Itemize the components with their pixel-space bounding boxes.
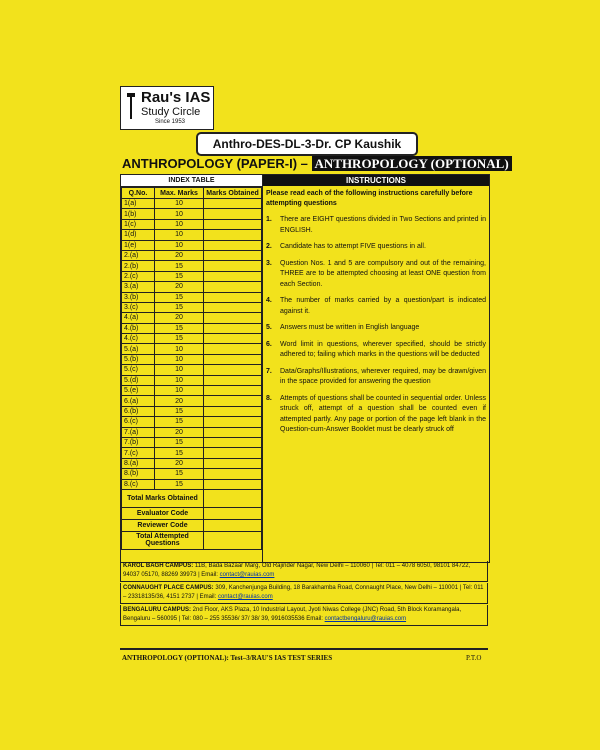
instruction-item (266, 340, 486, 361)
col-max-marks: Max. Marks (155, 188, 204, 199)
instruction-text: Word limit in questions, wherever specified, should be strictly adhered to; failing which marks in the questions will be deducted (280, 340, 486, 358)
rau-ias-logo (120, 86, 214, 130)
table-row (122, 344, 262, 354)
max-marks-cell: 10 (155, 375, 204, 385)
campus-address (120, 561, 488, 582)
instruction-text: Candidate has to attempt FIVE questions in all. (280, 243, 426, 250)
table-row (122, 271, 262, 281)
max-marks-cell: 15 (155, 406, 204, 416)
max-marks-cell: 15 (155, 334, 204, 344)
question-number-cell: 4.(b) (122, 323, 155, 333)
marks-obtained-cell[interactable] (204, 365, 262, 375)
marks-obtained-cell[interactable] (204, 386, 262, 396)
max-marks-cell: 10 (155, 199, 204, 209)
summary-value-cell[interactable] (204, 507, 262, 519)
summary-row (122, 531, 262, 549)
max-marks-cell: 10 (155, 209, 204, 219)
marks-obtained-cell[interactable] (204, 334, 262, 344)
instruction-item (266, 296, 486, 317)
table-row (122, 230, 262, 240)
max-marks-cell: 15 (155, 417, 204, 427)
instruction-text: Answers must be written in English language (280, 324, 420, 331)
footer-divider (120, 648, 488, 650)
summary-value-cell[interactable] (204, 519, 262, 531)
question-number-cell: 2.(b) (122, 261, 155, 271)
table-row (122, 396, 262, 406)
max-marks-cell: 15 (155, 437, 204, 447)
question-number-cell: 5.(e) (122, 386, 155, 396)
table-row (122, 199, 262, 209)
table-row (122, 323, 262, 333)
max-marks-cell: 10 (155, 365, 204, 375)
question-number-cell: 1(c) (122, 219, 155, 229)
summary-label: Evaluator Code (122, 507, 204, 519)
index-table-body (122, 199, 262, 550)
question-number-cell: 1(b) (122, 209, 155, 219)
col-marks-obtained: Marks Obtained (204, 188, 262, 199)
instruction-item (266, 259, 486, 291)
question-number-cell: 1(a) (122, 199, 155, 209)
table-row (122, 448, 262, 458)
summary-label: Total Attempted Questions (122, 531, 204, 549)
paper-title-plain: ANTHROPOLOGY (PAPER-I) – (122, 156, 308, 171)
instruction-number: 8. (266, 394, 272, 402)
question-number-cell: 2.(a) (122, 250, 155, 260)
table-row (122, 209, 262, 219)
question-number-cell: 5.(b) (122, 354, 155, 364)
question-number-cell: 5.(a) (122, 344, 155, 354)
marks-obtained-cell[interactable] (204, 240, 262, 250)
question-number-cell: 2.(c) (122, 271, 155, 281)
marks-obtained-cell[interactable] (204, 209, 262, 219)
table-row (122, 469, 262, 479)
index-table (121, 187, 262, 550)
instruction-item (266, 367, 486, 388)
index-table-panel (121, 175, 263, 562)
max-marks-cell: 10 (155, 230, 204, 240)
instructions-lead: Please read each of the following instructions carefully before attempting questions (266, 190, 473, 207)
max-marks-cell: 10 (155, 354, 204, 364)
table-row (122, 282, 262, 292)
question-number-cell: 6.(b) (122, 406, 155, 416)
instruction-text: Data/Graphs/Illustrations, wherever required, may be drawn/given in the space provided for answering the question (280, 367, 486, 385)
instruction-number: 7. (266, 367, 272, 375)
table-row (122, 417, 262, 427)
table-row (122, 458, 262, 468)
max-marks-cell: 10 (155, 344, 204, 354)
table-row (122, 406, 262, 416)
max-marks-cell: 10 (155, 240, 204, 250)
marks-obtained-cell[interactable] (204, 354, 262, 364)
question-number-cell: 1(d) (122, 230, 155, 240)
table-row (122, 437, 262, 447)
instruction-text: Attempts of questions shall be counted in sequential order. Unless struck off, attempt of a question shall be counted even if attempted partly. Any page or portion of the page left blank in the Question-cum-Answer Booklet must be clearly struck off (280, 394, 486, 433)
campus-email-link[interactable]: contact@rauias.com (219, 572, 275, 578)
instruction-number: 2. (266, 243, 272, 250)
question-number-cell: 8.(b) (122, 469, 155, 479)
marks-obtained-cell[interactable] (204, 313, 262, 323)
summary-row (122, 489, 262, 507)
campus-details: 2nd Floor, AKS Plaza, 10 Industrial Layout, Jyoti Niwas College (JNC) Road, 5th Block Koramangala, Bengaluru – 560095 | Tel: 080 – 255 35536/ 37/ 38/ 39, 9916035536 Email: (123, 607, 462, 622)
logo-name: Rau's IAS (141, 89, 211, 106)
question-number-cell: 6.(c) (122, 417, 155, 427)
marks-obtained-cell[interactable] (204, 437, 262, 447)
question-number-cell: 8.(c) (122, 479, 155, 489)
marks-obtained-cell[interactable] (204, 396, 262, 406)
marks-obtained-cell[interactable] (204, 375, 262, 385)
max-marks-cell: 20 (155, 313, 204, 323)
marks-obtained-cell[interactable] (204, 448, 262, 458)
marks-obtained-cell[interactable] (204, 323, 262, 333)
marks-obtained-cell[interactable] (204, 427, 262, 437)
campus-name: KAROL BAGH CAMPUS: (123, 563, 194, 569)
torch-icon (125, 91, 137, 121)
table-row (122, 334, 262, 344)
table-row (122, 427, 262, 437)
marks-obtained-cell[interactable] (204, 344, 262, 354)
campus-email-link[interactable]: contactbengaluru@rauias.com (324, 616, 407, 622)
table-row (122, 240, 262, 250)
campus-name: BENGALURU CAMPUS: (123, 607, 191, 613)
summary-row (122, 519, 262, 531)
marks-obtained-cell[interactable] (204, 417, 262, 427)
summary-row (122, 507, 262, 519)
campus-name: CONNAUGHT PLACE CAMPUS: (123, 585, 214, 591)
table-row (122, 354, 262, 364)
instruction-item (266, 215, 486, 236)
marks-obtained-cell[interactable] (204, 230, 262, 240)
question-number-cell: 3.(b) (122, 292, 155, 302)
table-row (122, 292, 262, 302)
table-row (122, 219, 262, 229)
max-marks-cell: 15 (155, 479, 204, 489)
cover-main-box (120, 174, 490, 563)
table-row (122, 479, 262, 489)
question-number-cell: 5.(d) (122, 375, 155, 385)
instruction-number: 1. (266, 216, 272, 223)
question-number-cell: 3.(c) (122, 302, 155, 312)
instruction-number: 6. (266, 340, 272, 348)
test-code-label: Anthro-DES-DL-3-Dr. CP Kaushik (196, 132, 418, 156)
question-number-cell: 8.(a) (122, 458, 155, 468)
instruction-number: 5. (266, 324, 272, 331)
marks-obtained-cell[interactable] (204, 271, 262, 281)
max-marks-cell: 15 (155, 302, 204, 312)
campus-details: 11B, Bada Bazaar Marg, Old Rajinder Nagar, New Delhi – 110060 | Tel: 011 – 4078 6050, 98101 84722, 94037 05170, 88269 39973 | Email: (123, 563, 471, 578)
paper-title (122, 156, 512, 172)
question-number-cell: 1(e) (122, 240, 155, 250)
table-row (122, 375, 262, 385)
instructions-panel (263, 175, 489, 562)
campus-details: 309, Kanchenjunga Building, 18 Barakhamba Road, Connaught Place, New Delhi – 110001 | Tel: 011 – 23318135/36, 4151 2737 | Email: (123, 585, 484, 600)
max-marks-cell: 15 (155, 469, 204, 479)
instruction-item (266, 323, 486, 334)
marks-obtained-cell[interactable] (204, 469, 262, 479)
question-number-cell: 7.(c) (122, 448, 155, 458)
table-row (122, 302, 262, 312)
col-qno: Q.No. (122, 188, 155, 199)
question-number-cell: 4.(c) (122, 334, 155, 344)
max-marks-cell: 15 (155, 261, 204, 271)
question-number-cell: 3.(a) (122, 282, 155, 292)
summary-label: Total Marks Obtained (122, 489, 204, 507)
max-marks-cell: 15 (155, 292, 204, 302)
logo-since: Since 1953 (155, 119, 186, 125)
max-marks-cell: 15 (155, 448, 204, 458)
footer-pto: P.T.O (466, 654, 482, 662)
max-marks-cell: 15 (155, 271, 204, 281)
max-marks-cell: 15 (155, 323, 204, 333)
max-marks-cell: 20 (155, 250, 204, 260)
index-table-heading: INDEX TABLE (121, 175, 262, 187)
campus-address (120, 583, 488, 604)
instruction-text: The number of marks carried by a question/part is indicated against it. (280, 297, 486, 315)
instruction-text: Question Nos. 1 and 5 are compulsory and out of the remaining, THREE are to be attempted choosing at least ONE question from each Section. (280, 259, 486, 288)
campus-email-link[interactable]: contact@rauias.com (217, 594, 273, 600)
marks-obtained-cell[interactable] (204, 479, 262, 489)
question-number-cell: 5.(c) (122, 365, 155, 375)
marks-obtained-cell[interactable] (204, 292, 262, 302)
marks-obtained-cell[interactable] (204, 199, 262, 209)
instruction-number: 3. (266, 259, 272, 267)
logo-subtitle: Study Circle (141, 106, 201, 118)
table-row (122, 386, 262, 396)
footer-series-label: ANTHROPOLOGY (OPTIONAL): Test–3/RAU'S IAS TEST SERIES (122, 654, 333, 662)
instruction-text: There are EIGHT questions divided in Two Sections and printed in ENGLISH. (280, 216, 486, 234)
marks-obtained-cell[interactable] (204, 219, 262, 229)
marks-obtained-cell[interactable] (204, 458, 262, 468)
question-number-cell: 4.(a) (122, 313, 155, 323)
instruction-item (266, 242, 486, 253)
marks-obtained-cell[interactable] (204, 250, 262, 260)
max-marks-cell: 20 (155, 282, 204, 292)
table-row (122, 365, 262, 375)
max-marks-cell: 20 (155, 427, 204, 437)
instructions-heading: INSTRUCTIONS (263, 175, 489, 186)
table-row (122, 313, 262, 323)
paper-title-highlight: ANTHROPOLOGY (OPTIONAL) (312, 156, 512, 171)
table-row (122, 261, 262, 271)
question-number-cell: 7.(b) (122, 437, 155, 447)
max-marks-cell: 10 (155, 386, 204, 396)
summary-value-cell[interactable] (204, 489, 262, 507)
instructions-list (263, 215, 489, 436)
summary-label: Reviewer Code (122, 519, 204, 531)
max-marks-cell: 10 (155, 219, 204, 229)
max-marks-cell: 20 (155, 458, 204, 468)
instruction-item (266, 394, 486, 436)
marks-obtained-cell[interactable] (204, 261, 262, 271)
marks-obtained-cell[interactable] (204, 302, 262, 312)
question-number-cell: 6.(a) (122, 396, 155, 406)
campus-address (120, 605, 488, 626)
summary-value-cell[interactable] (204, 531, 262, 549)
max-marks-cell: 20 (155, 396, 204, 406)
instruction-number: 4. (266, 297, 272, 304)
table-row (122, 250, 262, 260)
question-number-cell: 7.(a) (122, 427, 155, 437)
marks-obtained-cell[interactable] (204, 406, 262, 416)
marks-obtained-cell[interactable] (204, 282, 262, 292)
